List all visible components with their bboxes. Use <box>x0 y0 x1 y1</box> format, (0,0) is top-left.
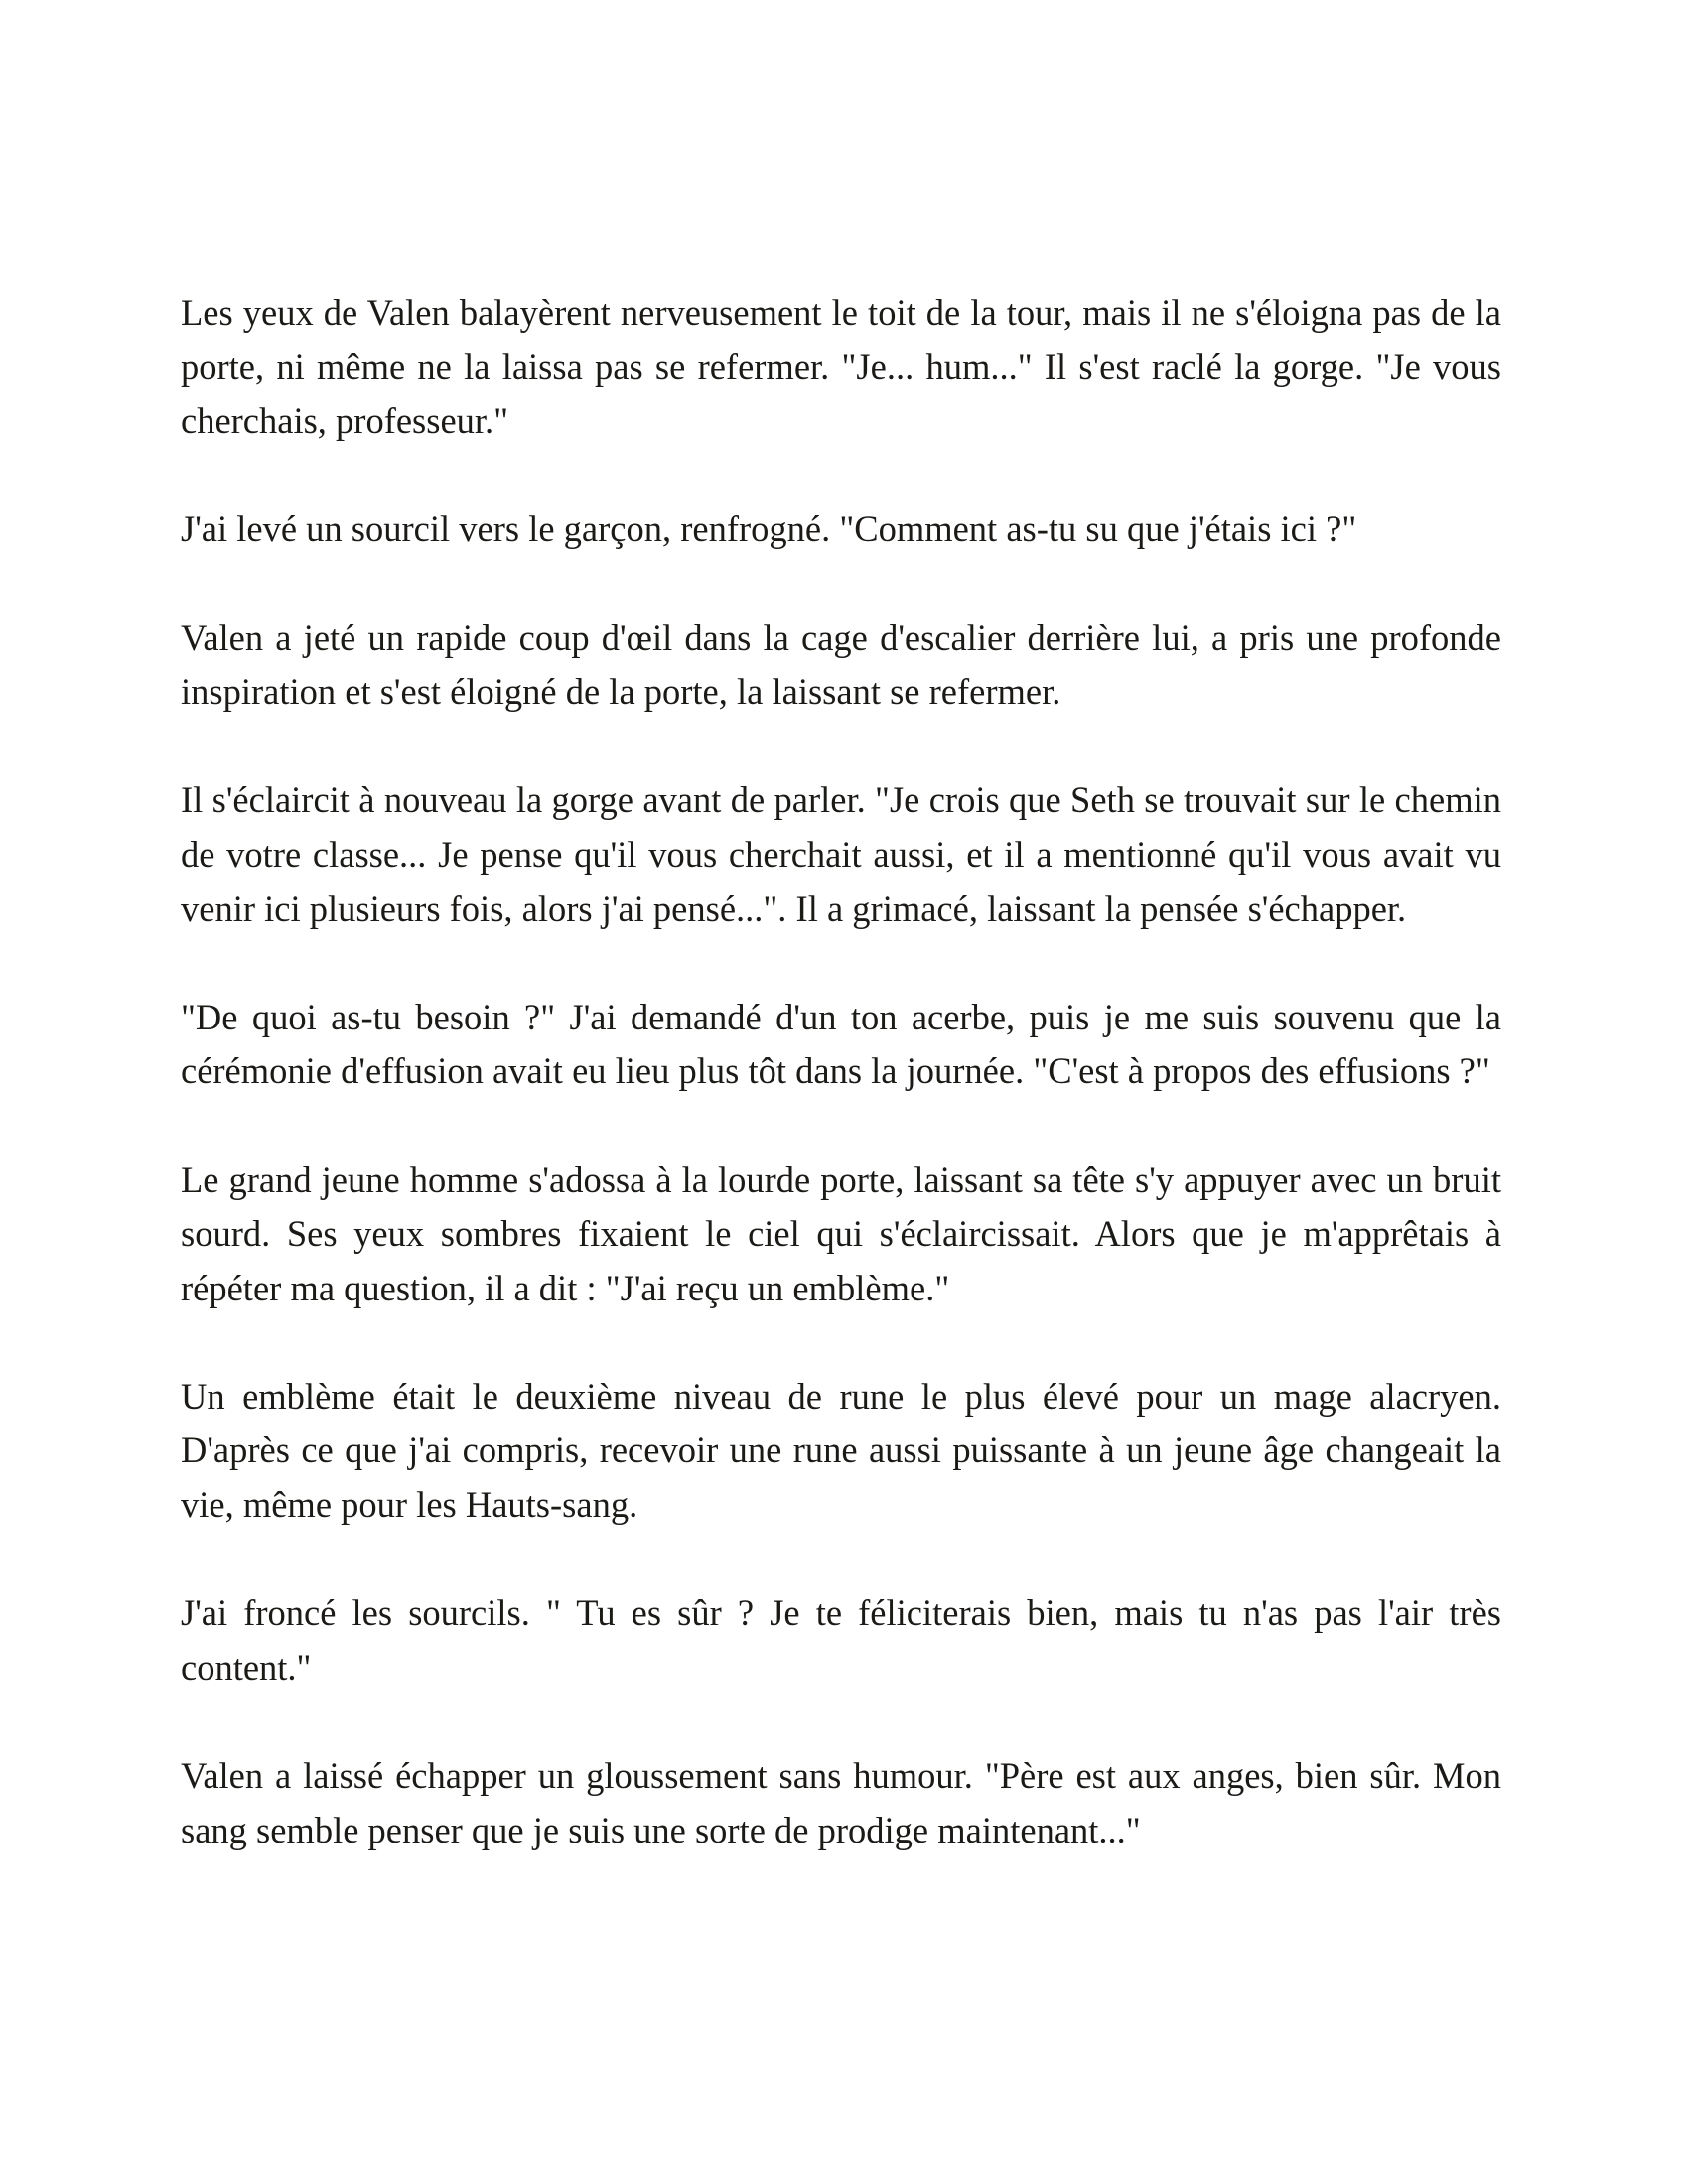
paragraph-3: Valen a jeté un rapide coup d'œil dans la cage d'escalier derrière lui, a pris une profonde inspiration et s'est éloigné de la porte, la laissant se refermer. <box>181 616 1501 713</box>
paragraph-5: "De quoi as-tu besoin ?" J'ai demandé d'un ton acerbe, puis je me suis souvenu que la cérémonie d'effusion avait eu lieu plus tôt dans la journée. "C'est à propos des effusions ?" <box>181 996 1501 1092</box>
document-page <box>181 286 1501 1857</box>
paragraph-1: Les yeux de Valen balayèrent nerveusement le toit de la tour, mais il ne s'éloigna pas de la porte, ni même ne la laissa pas se refermer. "Je... hum..." Il s'est raclé la gorge. "Je vous cherchais, professeur." <box>181 292 1501 442</box>
paragraph-2: J'ai levé un sourcil vers le garçon, renfrogné. "Comment as-tu su que j'étais ici ?" <box>181 508 1357 550</box>
paragraph-6: Le grand jeune homme s'adossa à la lourde porte, laissant sa tête s'y appuyer avec un bruit sourd. Ses yeux sombres fixaient le ciel qui s'éclaircissait. Alors que je m'apprêtais à répéter ma question, il a dit : "J'ai reçu un emblème." <box>181 1159 1501 1308</box>
paragraph-7: Un emblème était le deuxième niveau de rune le plus élevé pour un mage alacryen. D'après ce que j'ai compris, recevoir une rune aussi puissante à un jeune âge changeait la vie, même pour les Hauts-sang. <box>181 1375 1501 1526</box>
paragraph-4: Il s'éclaircit à nouveau la gorge avant de parler. "Je crois que Seth se trouvait sur le chemin de votre classe... Je pense qu'il vous cherchait aussi, et il a mentionné qu'il vous avait vu venir ici plusieurs fois, alors j'ai pensé...". Il a grimacé, laissant la pensée s'échapper. <box>181 779 1501 929</box>
paragraph-8: J'ai froncé les sourcils. " Tu es sûr ? Je te féliciterais bien, mais tu n'as pas l'air très content." <box>181 1592 1501 1688</box>
paragraph-9: Valen a laissé échapper un gloussement sans humour. "Père est aux anges, bien sûr. Mon sang semble penser que je suis une sorte de prodige maintenant..." <box>181 1755 1501 1850</box>
